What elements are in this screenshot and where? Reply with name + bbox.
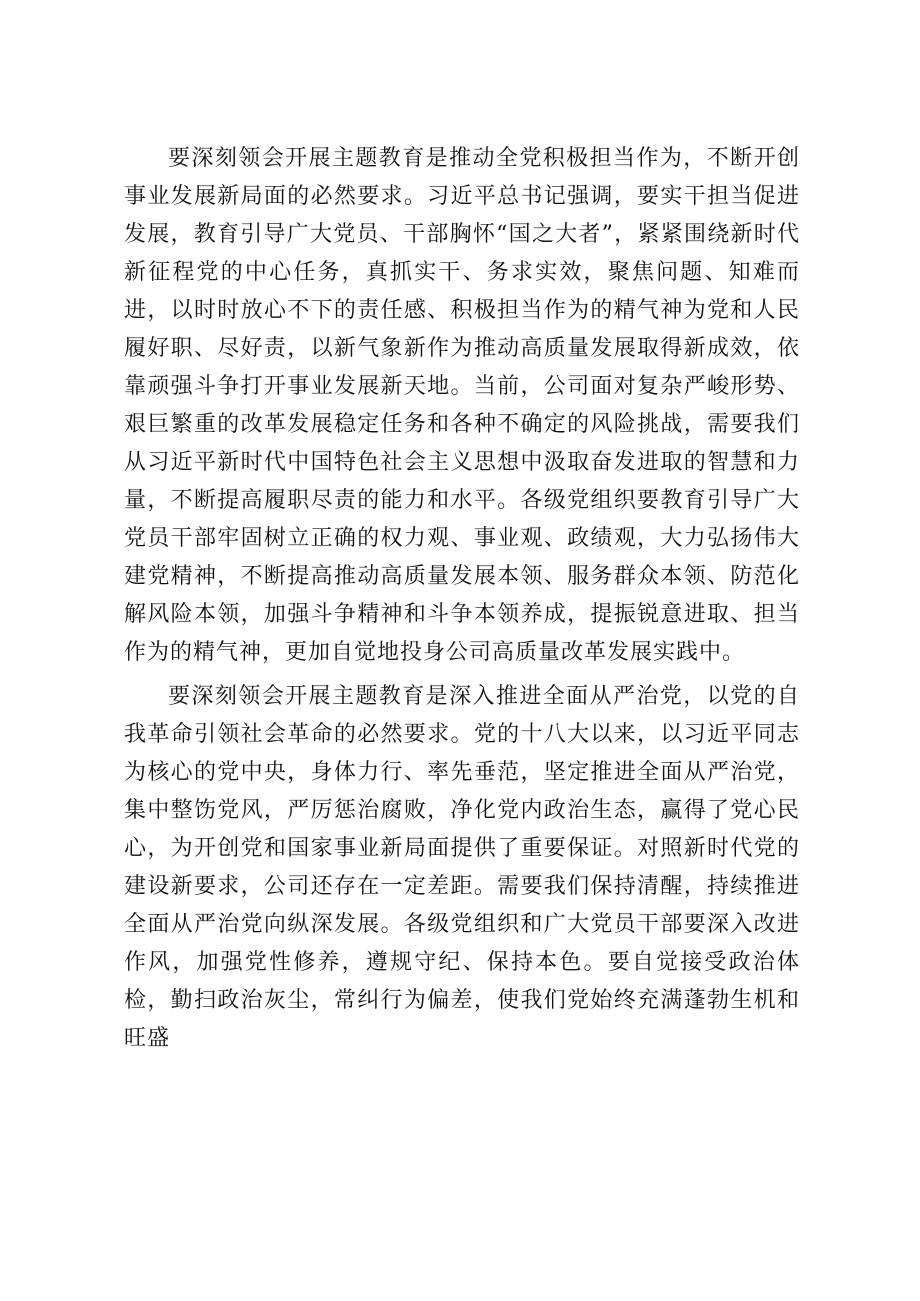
paragraph-2: 要深刻领会开展主题教育是深入推进全面从严治党，以党的自我革命引领社会革命的必然要求。党的十八大以来，以习近平同志为核心的党中央，身体力行、率先垂范，坚定推进全面从严治党，集中整饬党风，严厉惩治腐败，净化党内政治生态，赢得了党心民心，为开创党和国家事业新局面提供了重要保证。对照新时代党的建设新要求，公司还存在一定差距。需要我们保持清醒，持续推进全面从严治党向纵深发展。各级党组织和广大党员干部要深入改进作风，加强党性修养，遵规守纪、保持本色。要自觉接受政治体检，勤扫政治灰尘，常纠行为偏差，使我们党始终充满蓬勃生机和旺盛 bbox=[124, 684, 800, 1051]
paragraph-1: 要深刻领会开展主题教育是推动全党积极担当作为，不断开创事业发展新局面的必然要求。习近平总书记强调，要实干担当促进发展，教育引导广大党员、干部胸怀“国之大者”，紧紧围绕新时代新征程党的中心任务，真抓实干、务求实效，聚焦问题、知难而进，以时时放心不下的责任感、积极担当作为的精气神为党和人民履好职、尽好责，以新气象新作为推动高质量发展取得新成效，依靠顽强斗争打开事业发展新天地。当前，公司面对复杂严峻形势、艰巨繁重的改革发展稳定任务和各种不确定的风险挑战，需要我们从习近平新时代中国特色社会主义思想中汲取奋发进取的智慧和力量，不断提高履职尽责的能力和水平。各级党组织要教育引导广大党员干部牢固树立正确的权力观、事业观、政绩观，大力弘扬伟大建党精神，不断提高推动高质量发展本领、服务群众本领、防范化解风险本领，加强斗争精神和斗争本领养成，提振锐意进取、担当作为的精气神，更加自觉地投身公司高质量改革发展实践中。 bbox=[124, 146, 800, 665]
document-body bbox=[124, 140, 800, 1064]
